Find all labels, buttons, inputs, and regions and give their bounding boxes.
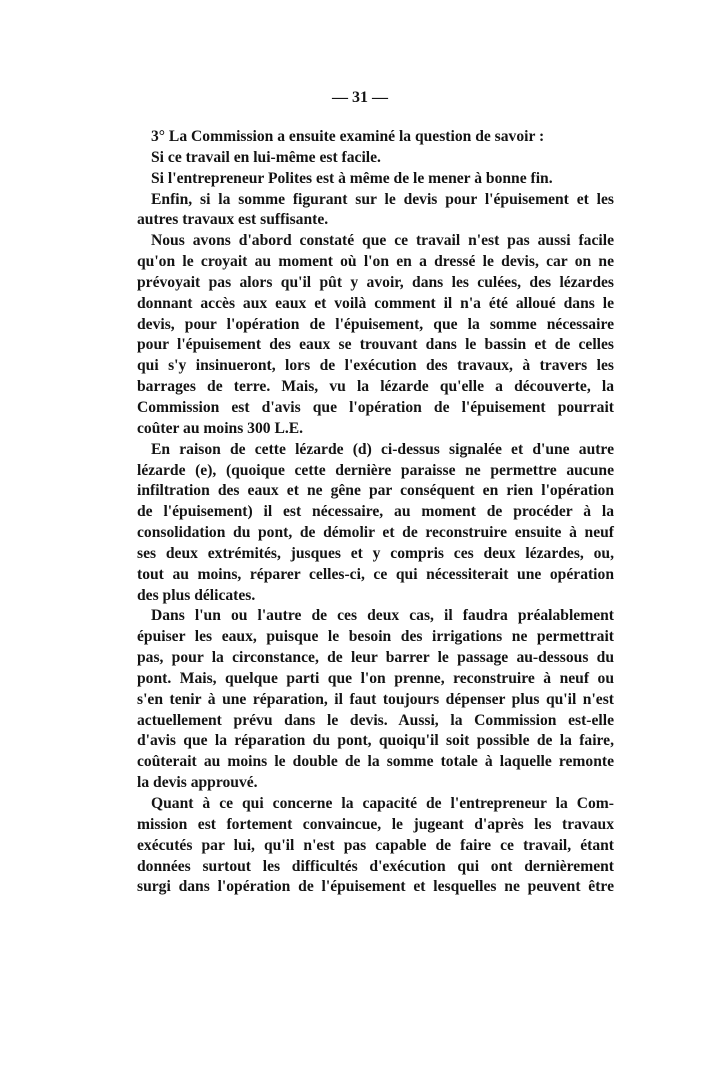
text-line: Enfin, si la somme figurant sur le devis pour l'épuisement et les (151, 190, 614, 208)
text-line: En raison de cette lézarde (d) ci-dessus signalée et d'une autre (151, 440, 614, 458)
page-number: — 31 — (332, 89, 388, 106)
paragraph (137, 606, 614, 794)
text-line: Quant à ce qui concerne la capacité de l'entrepreneur la Com- (151, 795, 614, 812)
text-line: actuellement prévu dans le devis. Aussi, la Commission est-elle (137, 711, 614, 729)
text-line: d'avis que la réparation du pont, quoiqu'il soit possible de la faire, (137, 732, 614, 750)
paragraph (137, 148, 614, 169)
text-line: s'en tenir à une réparation, il faut toujours dépenser plus qu'il n'est (137, 690, 614, 708)
text-line: infiltration des eaux et ne gêne par conséquent en rien l'opération (137, 482, 614, 500)
text-line: données surtout les difficultés d'exécution qui ont dernièrement (137, 857, 614, 875)
text-line: qui s'y insinueront, lors de l'exécution des travaux, à travers les (137, 357, 614, 375)
text-line: autres travaux est suffisante. (137, 211, 329, 229)
paragraph (137, 127, 614, 148)
text-line: tout au moins, réparer celles-ci, ce qui nécessiterait une opération (137, 565, 614, 583)
text-line: mission est fortement convaincue, le jugeant d'après les travaux (137, 815, 614, 833)
text-line: coûterait au moins le double de la somme totale à laquelle remonte (137, 753, 614, 771)
text-line: Dans l'un ou l'autre de ces deux cas, il faudra préalablement (151, 607, 614, 625)
text-line: qu'on le croyait au moment où l'on en a dressé le devis, car on ne (137, 253, 614, 271)
text-line: Nous avons d'abord constaté que ce travail n'est pas aussi facile (151, 232, 614, 250)
text-line: Si l'entrepreneur Polites est à même de le mener à bonne fin. (151, 169, 553, 187)
text-line: coûter au moins 300 L.E. (137, 419, 304, 437)
text-line: donnant accès aux eaux et voilà comment il n'a été alloué dans le (137, 294, 614, 312)
text-line: Commission est d'avis que l'opération de l'épuisement pourrait (137, 398, 614, 416)
text-line: épuiser les eaux, puisque le besoin des irrigations ne permettrait (137, 628, 614, 646)
text-line: prévoyait pas alors qu'il pût y avoir, dans les culées, des lézardes (137, 273, 614, 291)
paragraph (137, 440, 614, 607)
body-text (137, 127, 614, 898)
text-line: ses deux extrémités, jusques et y compris ces deux lézardes, ou, (137, 544, 614, 562)
text-line: pont. Mais, quelque parti que l'on prenne, reconstruire à neuf ou (137, 669, 614, 687)
text-line: consolidation du pont, de démolir et de reconstruire ensuite à neuf (137, 524, 614, 542)
text-line: surgi dans l'opération de l'épuisement et lesquelles ne peuvent être (137, 878, 614, 896)
text-line: pour l'épuisement des eaux se trouvant dans le bassin et de celles (137, 336, 614, 354)
text-line: exécutés par lui, qu'il n'est pas capable de faire ce travail, étant (137, 836, 614, 854)
text-line: la devis approuvé. (137, 774, 258, 792)
text-line: des plus délicates. (137, 586, 256, 604)
paragraph (137, 794, 614, 898)
text-line: devis, pour l'opération de l'épuisement, que la somme nécessaire (137, 315, 614, 333)
text-line: Si ce travail en lui-même est facile. (151, 148, 381, 166)
paragraph (137, 231, 614, 439)
paragraph (137, 169, 614, 190)
paragraph (137, 190, 614, 232)
text-line: de l'épuisement) il est nécessaire, au moment de procéder à la (137, 503, 614, 521)
text-line: lézarde (e), (quoique cette dernière paraisse ne permettre aucune (137, 461, 614, 479)
text-line: 3° La Commission a ensuite examiné la question de savoir : (151, 128, 545, 145)
text-line: barrages de terre. Mais, vu la lézarde qu'elle a découverte, la (137, 378, 614, 396)
text-line: pas, pour la circonstance, de leur barrer le passage au-dessous du (137, 649, 614, 667)
